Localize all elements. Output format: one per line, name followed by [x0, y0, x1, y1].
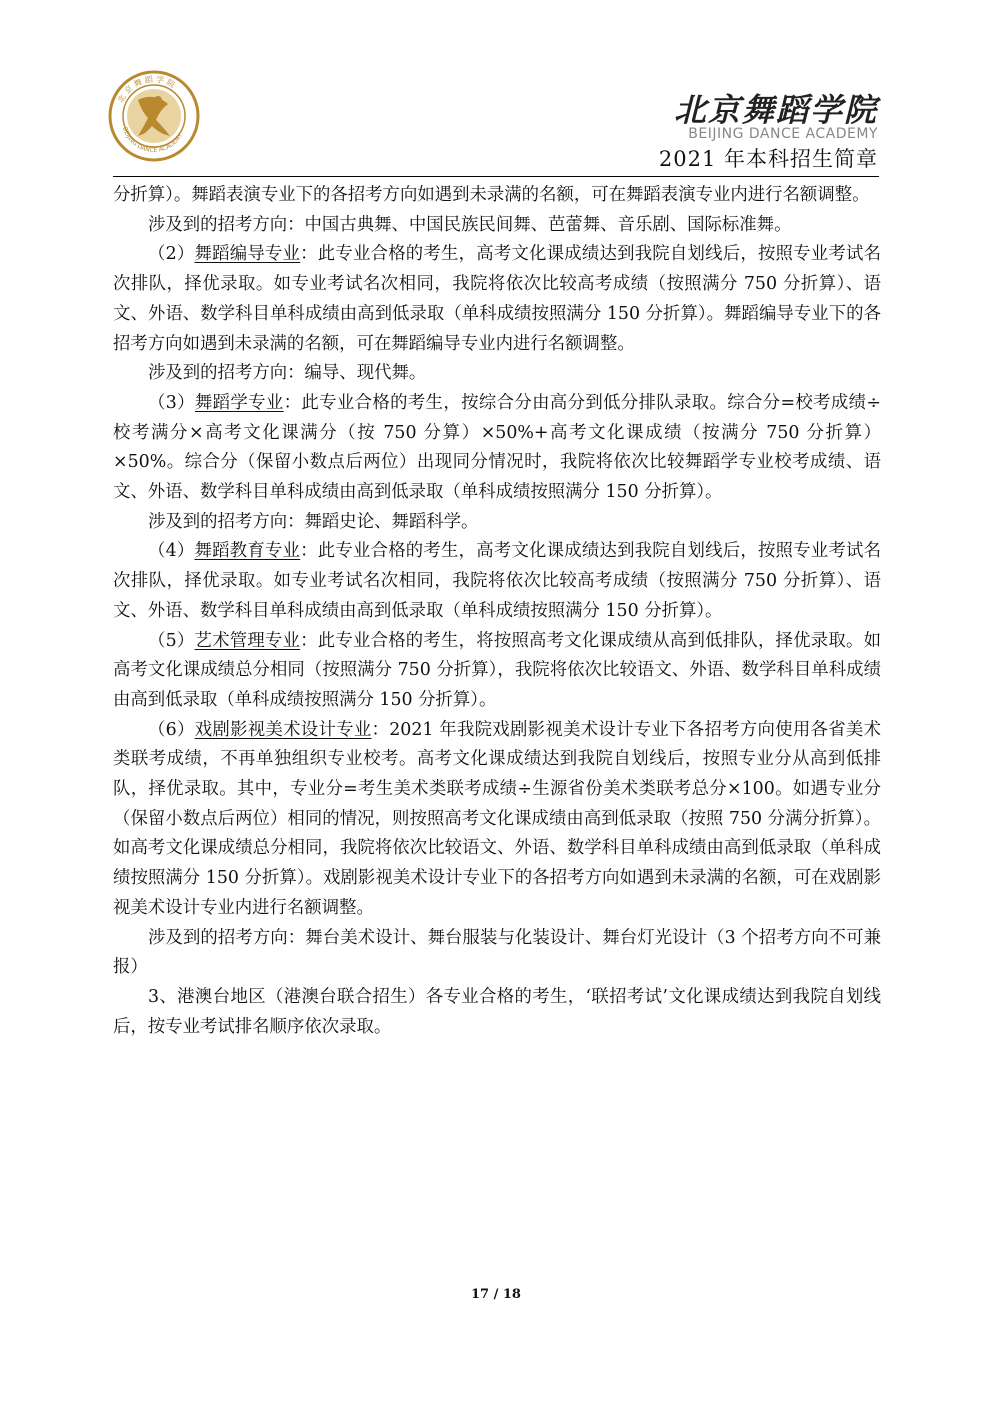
item-number: （4） [148, 541, 195, 562]
paragraph: 3、港澳台地区（港澳台联合招生）各专业合格的考生，‘联招考试’文化课成绩达到我院自划线后，按专业考试排名顺序依次录取。 [113, 986, 881, 1037]
major-name: 舞蹈学专业 [194, 392, 284, 413]
paragraph: 涉及到的招考方向：舞蹈史论、舞蹈科学。 [148, 511, 479, 532]
major-name: 舞蹈编导专业 [194, 244, 301, 265]
item-number: （6） [148, 719, 195, 740]
paragraph: 涉及到的招考方向：中国古典舞、中国民族民间舞、芭蕾舞、音乐剧、国际标准舞。 [148, 214, 792, 235]
paragraph: 分折算）。舞蹈表演专业下的各招考方向如遇到未录满的名额，可在舞蹈表演专业内进行名额调整。 [113, 185, 870, 205]
page-header [0, 0, 992, 180]
major-name: 艺术管理专业 [194, 630, 301, 651]
major-name: 舞蹈教育专业 [194, 541, 301, 562]
paragraph-text: ：此专业合格的考生，高考文化课成绩达到我院自划线后，按照专业考试名次排队，择优录取。如专业考试名次相同，我院将依次比较高考成绩（按照满分 750 分折算）、语文、外语、数学科目单科成绩由高到低录取（单科成绩按照满分 150 分折算）。舞蹈编导专业下的各招考方向如遇到未录满的名额，可在舞蹈编导专业内进行名额调整。 [113, 244, 881, 354]
paragraph: 涉及到的招考方向：编导、现代舞。 [148, 363, 427, 384]
page-number: 17 / 18 [471, 1287, 521, 1302]
paragraph [113, 627, 881, 716]
header-brand [659, 92, 878, 172]
school-name-en: BEIJING DANCE ACADEMY [688, 126, 878, 142]
paragraph [113, 389, 881, 508]
paragraph-text: ：此专业合格的考生，高考文化课成绩达到我院自划线后，按照专业考试名次排队，择优录取。如专业考试名次相同，我院将依次比较高考成绩（按照满分 750 分折算）、语文、外语、数学科目单科成绩由高到低录取（单科成绩按照满分 150 分折算）。 [113, 541, 881, 621]
item-number: （5） [148, 630, 195, 651]
major-name: 戏剧影视美术设计专业 [194, 719, 372, 740]
paragraph-text: ：此专业合格的考生，按综合分由高分到低分排队录取。综合分=校考成绩÷校考满分×高考文化课满分（按 750 分算）×50%+高考文化课成绩（按满分 750 分折算）×50%。综合分（保留小数点后两位）出现同分情况时，我院将依次比较舞蹈学专业校考成绩、语文、外语、数学科目单科成绩由高到低录取（单科成绩按照满分 150 分折算）。 [113, 392, 881, 503]
paragraph-text: ：2021 年我院戏剧影视美术设计专业下各招考方向使用各省美术类联考成绩，不再单独组织专业校考。高考文化课成绩达到我院自划线后，按照专业分从高到低排队，择优录取。其中，专业分=考生美术类联考成绩÷生源省份美术类联考总分×100。如遇专业分（保留小数点后两位）相同的情况，则按照高考文化课成绩由高到低录取（按照 750 分满分折算）。如高考文化课成绩总分相同，我院将依次比较语文、外语、数学科目单科成绩由高到低录取（单科成绩按照满分 150 分折算）。戏剧影视美术设计专业下的各招考方向如遇到未录满的名额，可在戏剧影视美术设计专业内进行名额调整。 [113, 719, 881, 918]
svg-text:BEIJING DANCE ACADEMY: BEIJING DANCE ACADEMY [121, 126, 185, 155]
paragraph: 涉及到的招考方向：舞台美术设计、舞台服装与化装设计、舞台灯光设计（3 个招考方向不可兼报） [113, 927, 881, 978]
item-number: （3） [148, 392, 195, 413]
document-title: 2021 年本科招生简章 [658, 147, 878, 171]
paragraph [113, 716, 881, 924]
svg-text:北 京 舞 蹈 学 院: 北 京 舞 蹈 学 院 [116, 74, 177, 105]
paragraph [113, 240, 881, 359]
item-number: （2） [148, 244, 195, 265]
school-name-cn: 北京舞蹈学院 [673, 91, 878, 129]
paragraph-text: ：此专业合格的考生，将按照高考文化课成绩从高到低排队，择优录取。如高考文化课成绩总分相同（按照满分 750 分折算），我院将依次比较语文、外语、数学科目单科成绩由高到低录取（单科成绩按照满分 150 分折算）。 [113, 630, 881, 710]
header-divider [113, 176, 879, 177]
academy-seal-logo [108, 70, 200, 162]
document-body [113, 181, 881, 1042]
paragraph [113, 537, 881, 626]
